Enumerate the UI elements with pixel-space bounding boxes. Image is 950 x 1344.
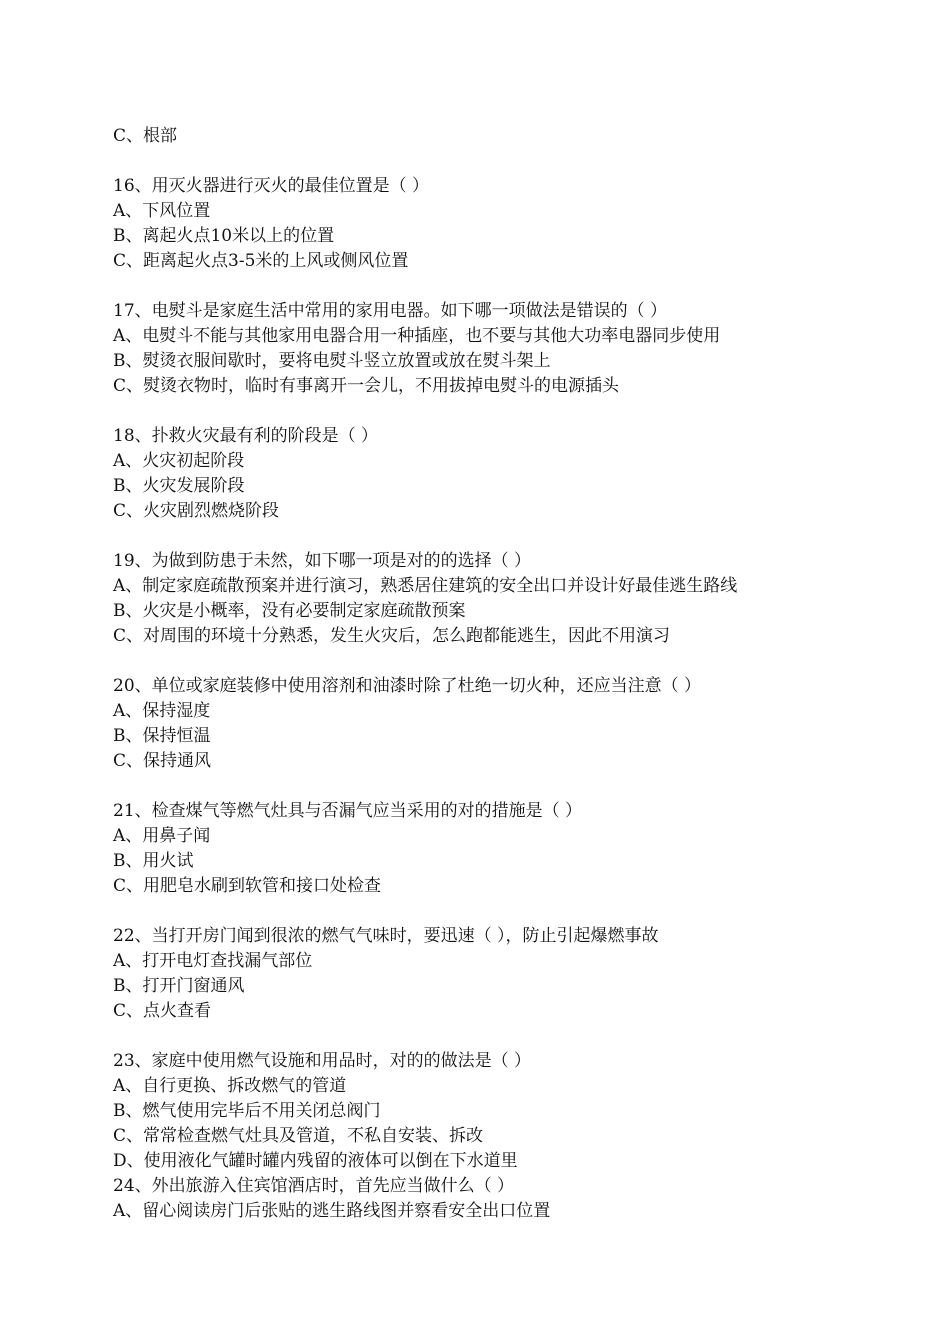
question-text: 24、外出旅游入住宾馆酒店时，首先应当做什么（ ）	[113, 1176, 515, 1196]
question-19	[113, 549, 903, 649]
spacer	[113, 149, 903, 174]
option-b: B、火灾发展阶段	[113, 476, 245, 496]
question-text: 18、扑救火灾最有利的阶段是（ ）	[113, 426, 379, 446]
question-text: 22、当打开房门闻到很浓的燃气气味时，要迅速（ ），防止引起爆燃事故	[113, 926, 659, 946]
option-c: C、熨烫衣物时，临时有事离开一会儿，不用拔掉电熨斗的电源插头	[113, 376, 620, 396]
question-24	[113, 1174, 903, 1224]
option-a: A、打开电灯查找漏气部位	[113, 951, 313, 971]
question-text: 20、单位或家庭装修中使用溶剂和油漆时除了杜绝一切火种，还应当注意（ ）	[113, 676, 702, 696]
option-a: A、电熨斗不能与其他家用电器合用一种插座，也不要与其他大功率电器同步使用	[113, 326, 721, 346]
question-23	[113, 1049, 903, 1174]
question-20	[113, 674, 903, 774]
option-c: C、点火查看	[113, 1001, 212, 1021]
option-a: A、制定家庭疏散预案并进行演习，熟悉居住建筑的安全出口并设计好最佳逃生路线	[113, 576, 738, 596]
option-b: B、熨烫衣服间歇时，要将电熨斗竖立放置或放在熨斗架上	[113, 351, 551, 371]
spacer	[113, 899, 903, 924]
question-18	[113, 424, 903, 524]
option-a: A、留心阅读房门后张贴的逃生路线图并察看安全出口位置	[113, 1201, 551, 1221]
option-b: B、燃气使用完毕后不用关闭总阀门	[113, 1101, 381, 1121]
spacer	[113, 524, 903, 549]
question-17	[113, 299, 903, 399]
spacer	[113, 274, 903, 299]
question-text: 17、电熨斗是家庭生活中常用的家用电器。如下哪一项做法是错误的（ ）	[113, 301, 668, 321]
option-b: B、保持恒温	[113, 726, 211, 746]
question-text: 23、家庭中使用燃气设施和用品时，对的的做法是（ ）	[113, 1051, 532, 1071]
option-b: B、离起火点10米以上的位置	[113, 226, 335, 246]
question-16	[113, 174, 903, 274]
quiz-content	[113, 124, 903, 1224]
option-a: A、自行更换、拆改燃气的管道	[113, 1076, 347, 1096]
option-c: C、用肥皂水刷到软管和接口处检查	[113, 876, 382, 896]
option-b: B、打开门窗通风	[113, 976, 245, 996]
option-a: A、下风位置	[113, 201, 211, 221]
question-text: 21、检查煤气等燃气灶具与否漏气应当采用的对的措施是（ ）	[113, 801, 583, 821]
option-a: A、火灾初起阶段	[113, 451, 245, 471]
option-b: B、火灾是小概率，没有必要制定家庭疏散预案	[113, 601, 466, 621]
spacer	[113, 649, 903, 674]
question-text: 16、用灭火器进行灭火的最佳位置是（ ）	[113, 176, 430, 196]
question-22	[113, 924, 903, 1024]
question-21	[113, 799, 903, 899]
lead-option: C、根部	[113, 126, 178, 146]
option-b: B、用火试	[113, 851, 194, 871]
option-c: C、保持通风	[113, 751, 212, 771]
spacer	[113, 1024, 903, 1049]
option-d: D、使用液化气罐时罐内残留的液体可以倒在下水道里	[113, 1151, 518, 1171]
option-a: A、保持湿度	[113, 701, 211, 721]
option-c: C、常常检查燃气灶具及管道，不私自安装、拆改	[113, 1126, 484, 1146]
option-a: A、用鼻子闻	[113, 826, 211, 846]
option-c: C、火灾剧烈燃烧阶段	[113, 501, 280, 521]
spacer	[113, 399, 903, 424]
spacer	[113, 774, 903, 799]
option-c: C、对周围的环境十分熟悉，发生火灾后，怎么跑都能逃生，因此不用演习	[113, 626, 671, 646]
option-c: C、距离起火点3-5米的上风或侧风位置	[113, 251, 409, 271]
question-text: 19、为做到防患于未然，如下哪一项是对的的选择（ ）	[113, 551, 532, 571]
